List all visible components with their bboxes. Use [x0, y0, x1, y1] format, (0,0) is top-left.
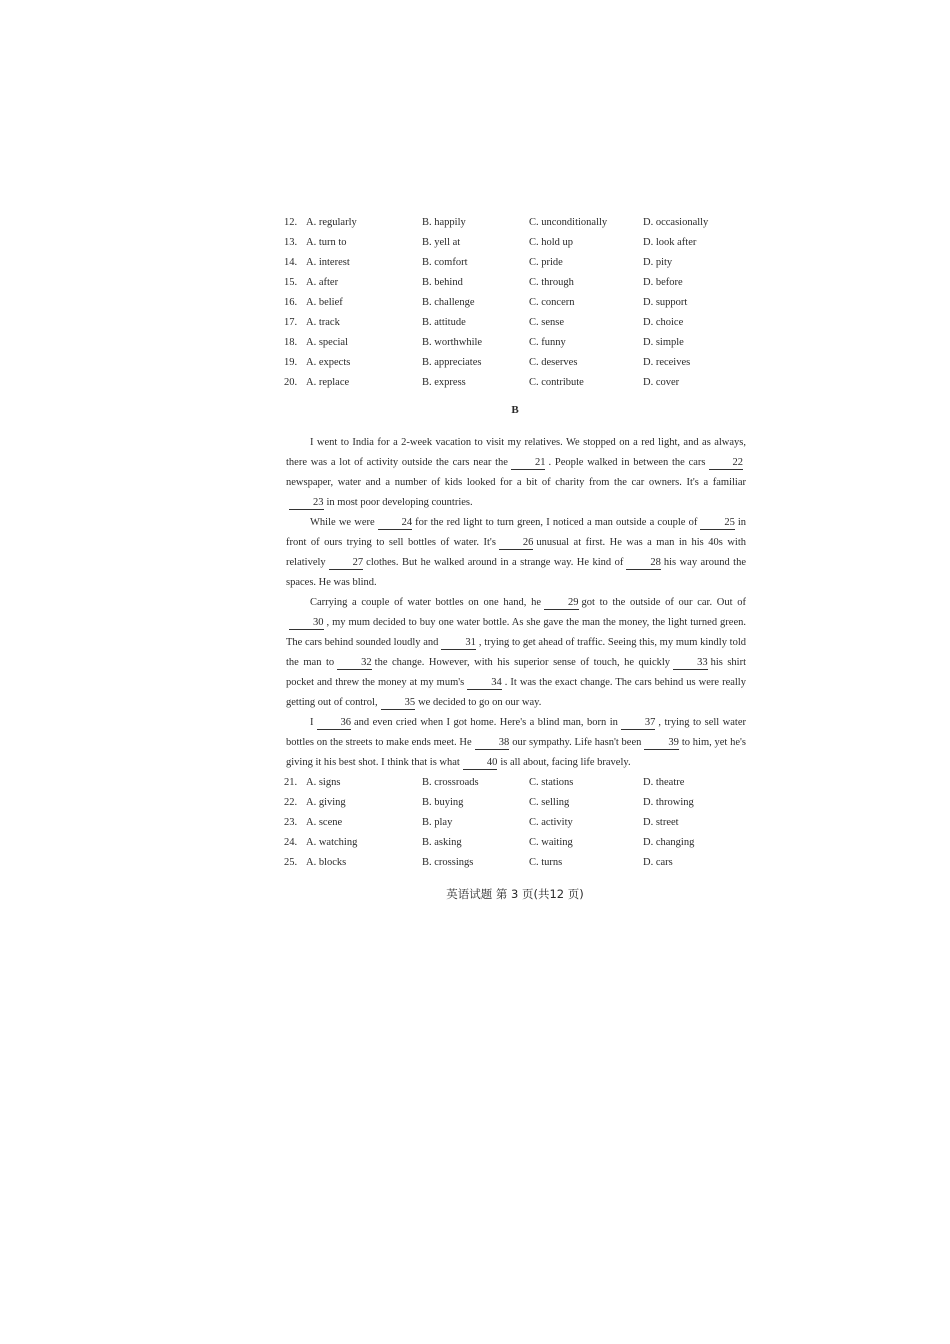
passage-text: in most poor developing countries. [326, 497, 473, 508]
option-b: B. yell at [422, 237, 461, 248]
question-number: 24. [284, 837, 298, 848]
passage-text: clothes. But he walked around in a strange way. He kind of [366, 557, 624, 568]
option-c: C. through [529, 277, 574, 288]
question-number: 16. [284, 297, 298, 308]
option-c: C. stations [529, 777, 574, 788]
option-b: B. behind [422, 277, 463, 288]
option-row-16 [284, 293, 754, 313]
passage-text: I [310, 717, 314, 728]
blank-23: 23 [289, 496, 324, 510]
question-number: 12. [284, 217, 298, 228]
option-c: C. turns [529, 857, 563, 868]
option-b: B. asking [422, 837, 462, 848]
passage-text: and even cried when I got home. Here's a blind man, born in [354, 717, 618, 728]
option-row-19 [284, 353, 754, 373]
paragraph-4 [286, 713, 746, 773]
option-row-24 [284, 833, 754, 853]
question-number: 22. [284, 797, 298, 808]
paragraph-1 [286, 433, 746, 513]
option-d: D. choice [643, 317, 684, 328]
option-b: B. play [422, 817, 453, 828]
option-a: A. special [306, 337, 348, 348]
option-d: D. theatre [643, 777, 685, 788]
blank-38: 38 [475, 736, 510, 750]
option-b: B. appreciates [422, 357, 482, 368]
blank-28: 28 [626, 556, 661, 570]
option-b: B. attitude [422, 317, 466, 328]
answer-options-21-25 [284, 773, 754, 873]
option-a: A. giving [306, 797, 346, 808]
option-d: D. street [643, 817, 679, 828]
passage-text: his shirt pocket and threw the money at my mum's [286, 657, 747, 688]
passage-text: our sympathy. Life hasn't been [512, 737, 642, 748]
option-d: D. look after [643, 237, 697, 248]
blank-29: 29 [544, 596, 579, 610]
passage-text: got to the outside of our car. Out of [581, 597, 746, 608]
blank-37: 37 [621, 716, 656, 730]
question-number: 18. [284, 337, 298, 348]
option-a: A. belief [306, 297, 343, 308]
blank-30: 30 [289, 616, 324, 630]
option-d: D. cover [643, 377, 680, 388]
blank-32: 32 [337, 656, 372, 670]
passage-text: . People walked in between the cars [548, 457, 706, 468]
blank-40: 40 [463, 756, 498, 770]
passage-text: the change. However, with his superior sense of touch, he quickly [374, 657, 671, 668]
blank-31: 31 [441, 636, 476, 650]
option-a: A. replace [306, 377, 350, 388]
option-c: C. waiting [529, 837, 573, 848]
passage-text: While we were [310, 517, 375, 528]
option-a: A. blocks [306, 857, 347, 868]
option-a: A. signs [306, 777, 341, 788]
question-number: 21. [284, 777, 298, 788]
blank-34: 34 [467, 676, 502, 690]
option-c: C. selling [529, 797, 570, 808]
option-a: A. interest [306, 257, 350, 268]
option-d: D. support [643, 297, 688, 308]
passage-text: , trying to get ahead of traffic. Seeing this, my mum kindly told the man to [286, 637, 746, 668]
option-c: C. hold up [529, 237, 574, 248]
passage-text: to him, yet he's giving it his best shot. I think that is what [286, 737, 747, 768]
question-number: 25. [284, 857, 298, 868]
option-d: D. pity [643, 257, 673, 268]
option-d: D. simple [643, 337, 684, 348]
option-d: D. cars [643, 857, 673, 868]
option-c: C. activity [529, 817, 573, 828]
option-a: A. turn to [306, 237, 347, 248]
question-number: 13. [284, 237, 298, 248]
option-d: D. before [643, 277, 683, 288]
passage-text: for the red light to turn green, I noticed a man outside a couple of [415, 517, 698, 528]
blank-27: 27 [329, 556, 364, 570]
option-b: B. crossroads [422, 777, 479, 788]
paragraph-3 [286, 593, 746, 713]
option-d: D. changing [643, 837, 695, 848]
passage-text: we decided to go on our way. [418, 697, 542, 708]
option-d: D. throwing [643, 797, 694, 808]
option-a: A. watching [306, 837, 358, 848]
option-d: D. occasionally [643, 217, 709, 228]
option-b: B. crossings [422, 857, 474, 868]
question-number: 23. [284, 817, 298, 828]
page-footer: 英语试题 第 3 页(共12 页) [446, 887, 584, 901]
option-c: C. deserves [529, 357, 578, 368]
answer-options-12-20 [284, 213, 754, 393]
option-b: B. buying [422, 797, 464, 808]
passage-text: I went to India for a 2-week vacation to visit my relatives. We stopped on a red light, and as always, there was a lot of activity outside the cars near the [286, 437, 746, 468]
option-a: A. regularly [306, 217, 357, 228]
option-row-21 [284, 773, 754, 793]
option-b: B. comfort [422, 257, 468, 268]
question-number: 14. [284, 257, 298, 268]
question-number: 15. [284, 277, 298, 288]
passage-text: , my mum decided to buy one water bottle. As she gave the man the money, the light turned green. The cars behind sounded loudly and [286, 617, 746, 648]
option-c: C. pride [529, 257, 563, 268]
blank-36: 36 [317, 716, 352, 730]
passage-text: . It was the exact change. The cars behind us were really getting out of control, [286, 677, 746, 708]
blank-24: 24 [378, 516, 413, 530]
blank-39: 39 [644, 736, 679, 750]
option-a: A. expects [306, 357, 351, 368]
blank-33: 33 [673, 656, 708, 670]
option-d: D. receives [643, 357, 691, 368]
option-row-23 [284, 813, 754, 833]
blank-25: 25 [700, 516, 735, 530]
option-b: B. challenge [422, 297, 475, 308]
option-a: A. after [306, 277, 339, 288]
option-row-12 [284, 213, 754, 233]
option-row-13 [284, 233, 754, 253]
blank-26: 26 [499, 536, 534, 550]
option-c: C. funny [529, 337, 566, 348]
passage-text: his way around the spaces. He was blind. [286, 557, 747, 588]
question-number: 17. [284, 317, 298, 328]
option-c: C. sense [529, 317, 564, 328]
option-b: B. worthwhile [422, 337, 483, 348]
option-row-20 [284, 373, 754, 393]
cloze-passage [286, 433, 746, 773]
paragraph-2 [286, 513, 746, 593]
option-b: B. express [422, 377, 466, 388]
question-number: 19. [284, 357, 298, 368]
blank-21: 21 [511, 456, 546, 470]
option-c: C. unconditionally [529, 217, 608, 228]
passage-text: unusual at first. He was a man in his 40s with relatively [286, 537, 746, 568]
passage-text: is all about, facing life bravely. [500, 757, 631, 768]
option-b: B. happily [422, 217, 466, 228]
option-c: C. concern [529, 297, 575, 308]
option-a: A. scene [306, 817, 343, 828]
option-row-22 [284, 793, 754, 813]
option-row-15 [284, 273, 754, 293]
option-a: A. track [306, 317, 340, 328]
option-row-17 [284, 313, 754, 333]
passage-text: , trying to sell water bottles on the streets to make ends meet. He [286, 717, 746, 748]
passage-text: Carrying a couple of water bottles on one hand, he [310, 597, 541, 608]
blank-35: 35 [381, 696, 416, 710]
option-row-14 [284, 253, 754, 273]
passage-text: in front of ours trying to sell bottles of water. It's [286, 517, 746, 548]
section-heading: B [511, 404, 519, 416]
passage-text: newspaper, water and a number of kids looked for a bit of charity from the car owners. It's a familiar [286, 477, 746, 488]
option-row-25 [284, 853, 754, 873]
option-c: C. contribute [529, 377, 584, 388]
option-row-18 [284, 333, 754, 353]
question-number: 20. [284, 377, 298, 388]
blank-22: 22 [709, 456, 744, 470]
